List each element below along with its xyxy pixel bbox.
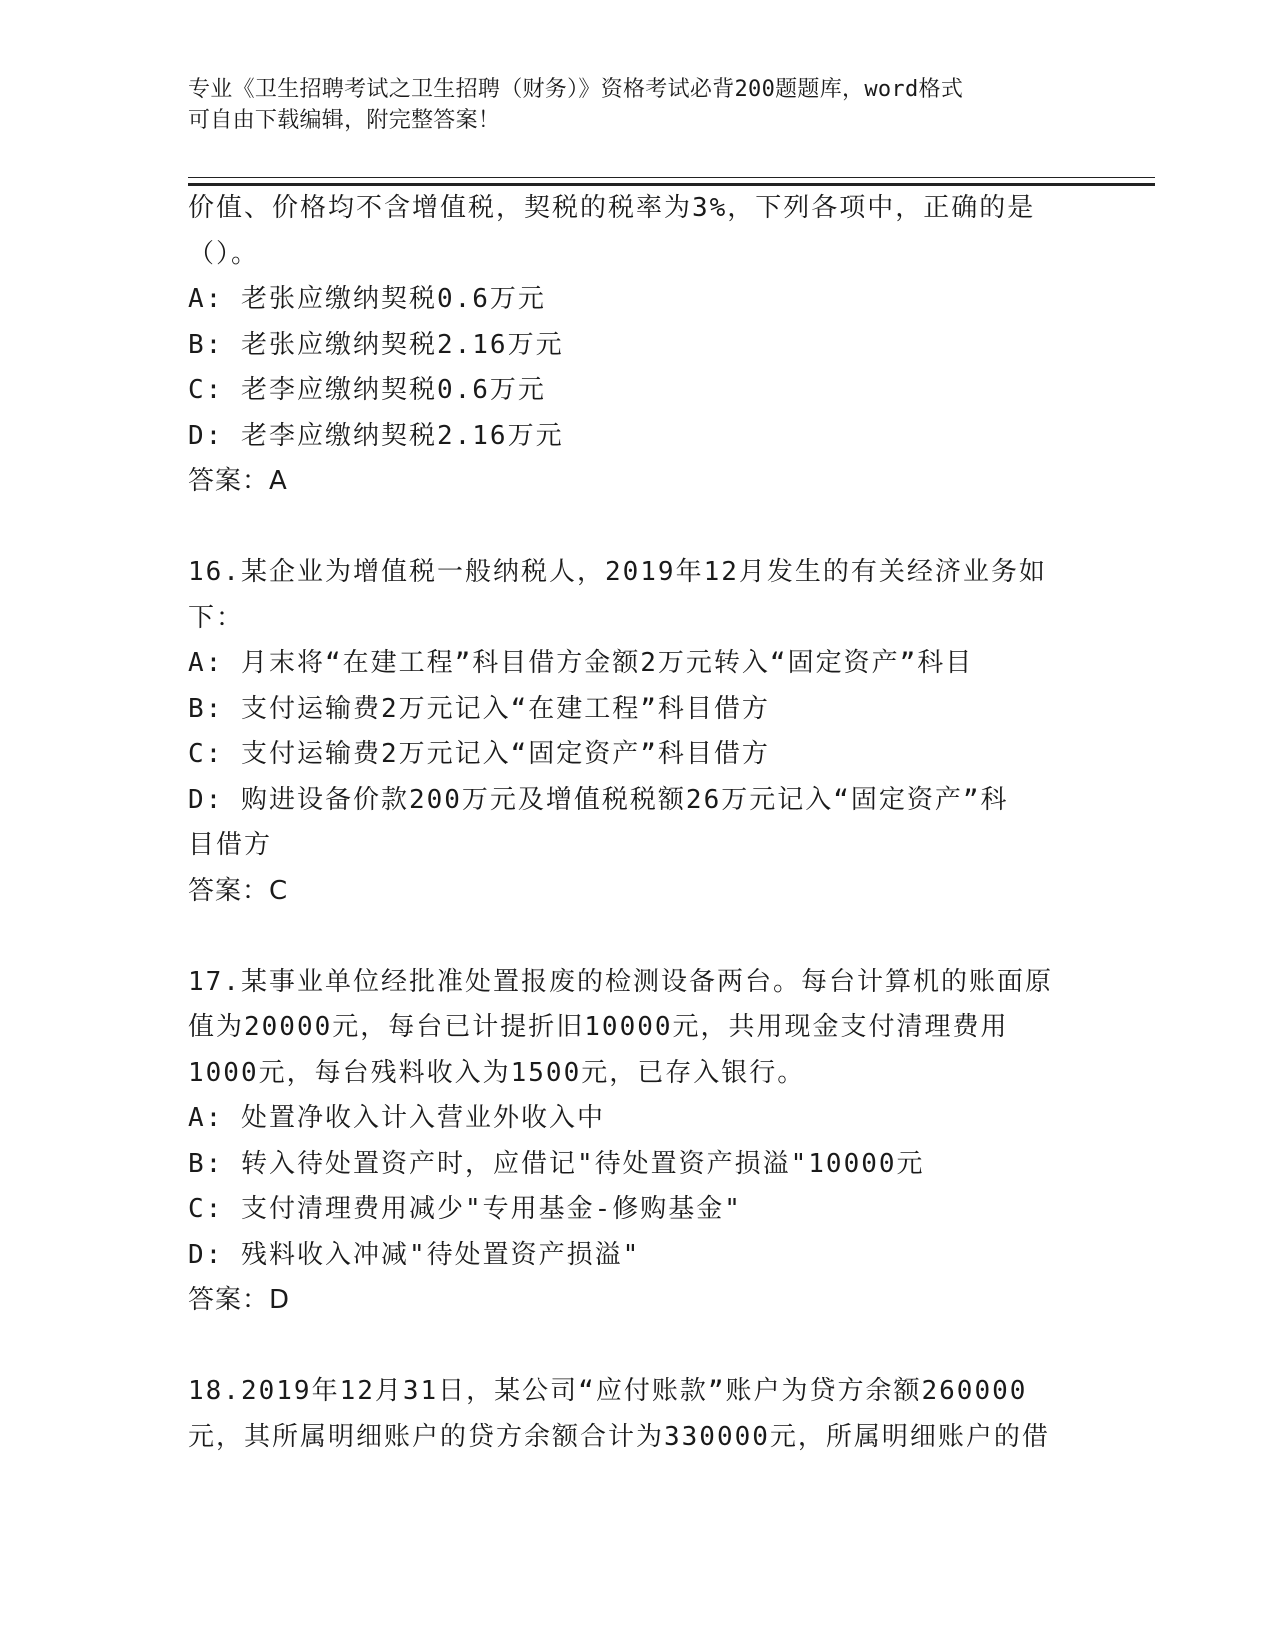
question-15	[188, 186, 1088, 505]
question-16	[188, 550, 1088, 914]
question-stem: 价值、价格均不含增值税，契税的税率为3%，下列各项中，正确的是	[188, 193, 1036, 223]
option-d-continued: 目借方	[188, 830, 273, 860]
question-stem: （）。	[188, 238, 260, 269]
answer-line: 答案：C	[188, 875, 289, 906]
option-c: C: 支付运输费2万元记入“固定资产”科目借方	[188, 739, 770, 769]
question-stem: 18.2019年12月31日，某公司“应付账款”账户为贷方余额260000	[188, 1376, 1028, 1406]
header-divider-thin	[188, 177, 1155, 178]
option-c: C: 老李应缴纳契税0.6万元	[188, 375, 546, 405]
question-stem: 元，其所属明细账户的贷方余额合计为330000元，所属明细账户的借	[188, 1421, 1050, 1452]
answer-line: 答案：D	[188, 1285, 291, 1315]
question-stem: 1000元，每台残料收入为1500元，已存入银行。	[188, 1057, 806, 1088]
option-b: B: 支付运输费2万元记入“在建工程”科目借方	[188, 693, 770, 724]
option-d: D: 购进设备价款200万元及增值税税额26万元记入“固定资产”科	[188, 784, 1009, 815]
question-18	[188, 1369, 1088, 1460]
header-title-line-1: 专业《卫生招聘考试之卫生招聘（财务）》资格考试必背200题题库，word格式	[188, 77, 964, 102]
spacer	[188, 1324, 1088, 1370]
option-b: B: 老张应缴纳契税2.16万元	[188, 329, 564, 360]
option-a: A: 月末将“在建工程”科目借方金额2万元转入“固定资产”科目	[188, 648, 974, 678]
header-title-line-2: 可自由下载编辑，附完整答案！	[188, 108, 501, 133]
option-a: A: 处置净收入计入营业外收入中	[188, 1103, 605, 1133]
option-b: B: 转入待处置资产时，应借记"待处置资产损溢"10000元	[188, 1148, 925, 1179]
option-d: D: 老李应缴纳契税2.16万元	[188, 420, 564, 451]
spacer	[188, 914, 1088, 960]
question-stem: 下：	[188, 602, 245, 633]
document-header	[188, 74, 1068, 136]
spacer	[188, 505, 1088, 551]
question-stem: 16.某企业为增值税一般纳税人，2019年12月发生的有关经济业务如	[188, 557, 1047, 587]
option-a: A: 老张应缴纳契税0.6万元	[188, 284, 546, 314]
question-17	[188, 960, 1088, 1324]
answer-line: 答案：A	[188, 466, 288, 496]
document-body	[188, 186, 1088, 1460]
option-c: C: 支付清理费用减少"专用基金-修购基金"	[188, 1194, 742, 1224]
option-d: D: 残料收入冲减"待处置资产损溢"	[188, 1239, 641, 1270]
question-stem: 17.某事业单位经批准处置报废的检测设备两台。每台计算机的账面原	[188, 966, 1053, 997]
question-stem: 值为20000元，每台已计提折旧10000元，共用现金支付清理费用	[188, 1012, 1009, 1042]
